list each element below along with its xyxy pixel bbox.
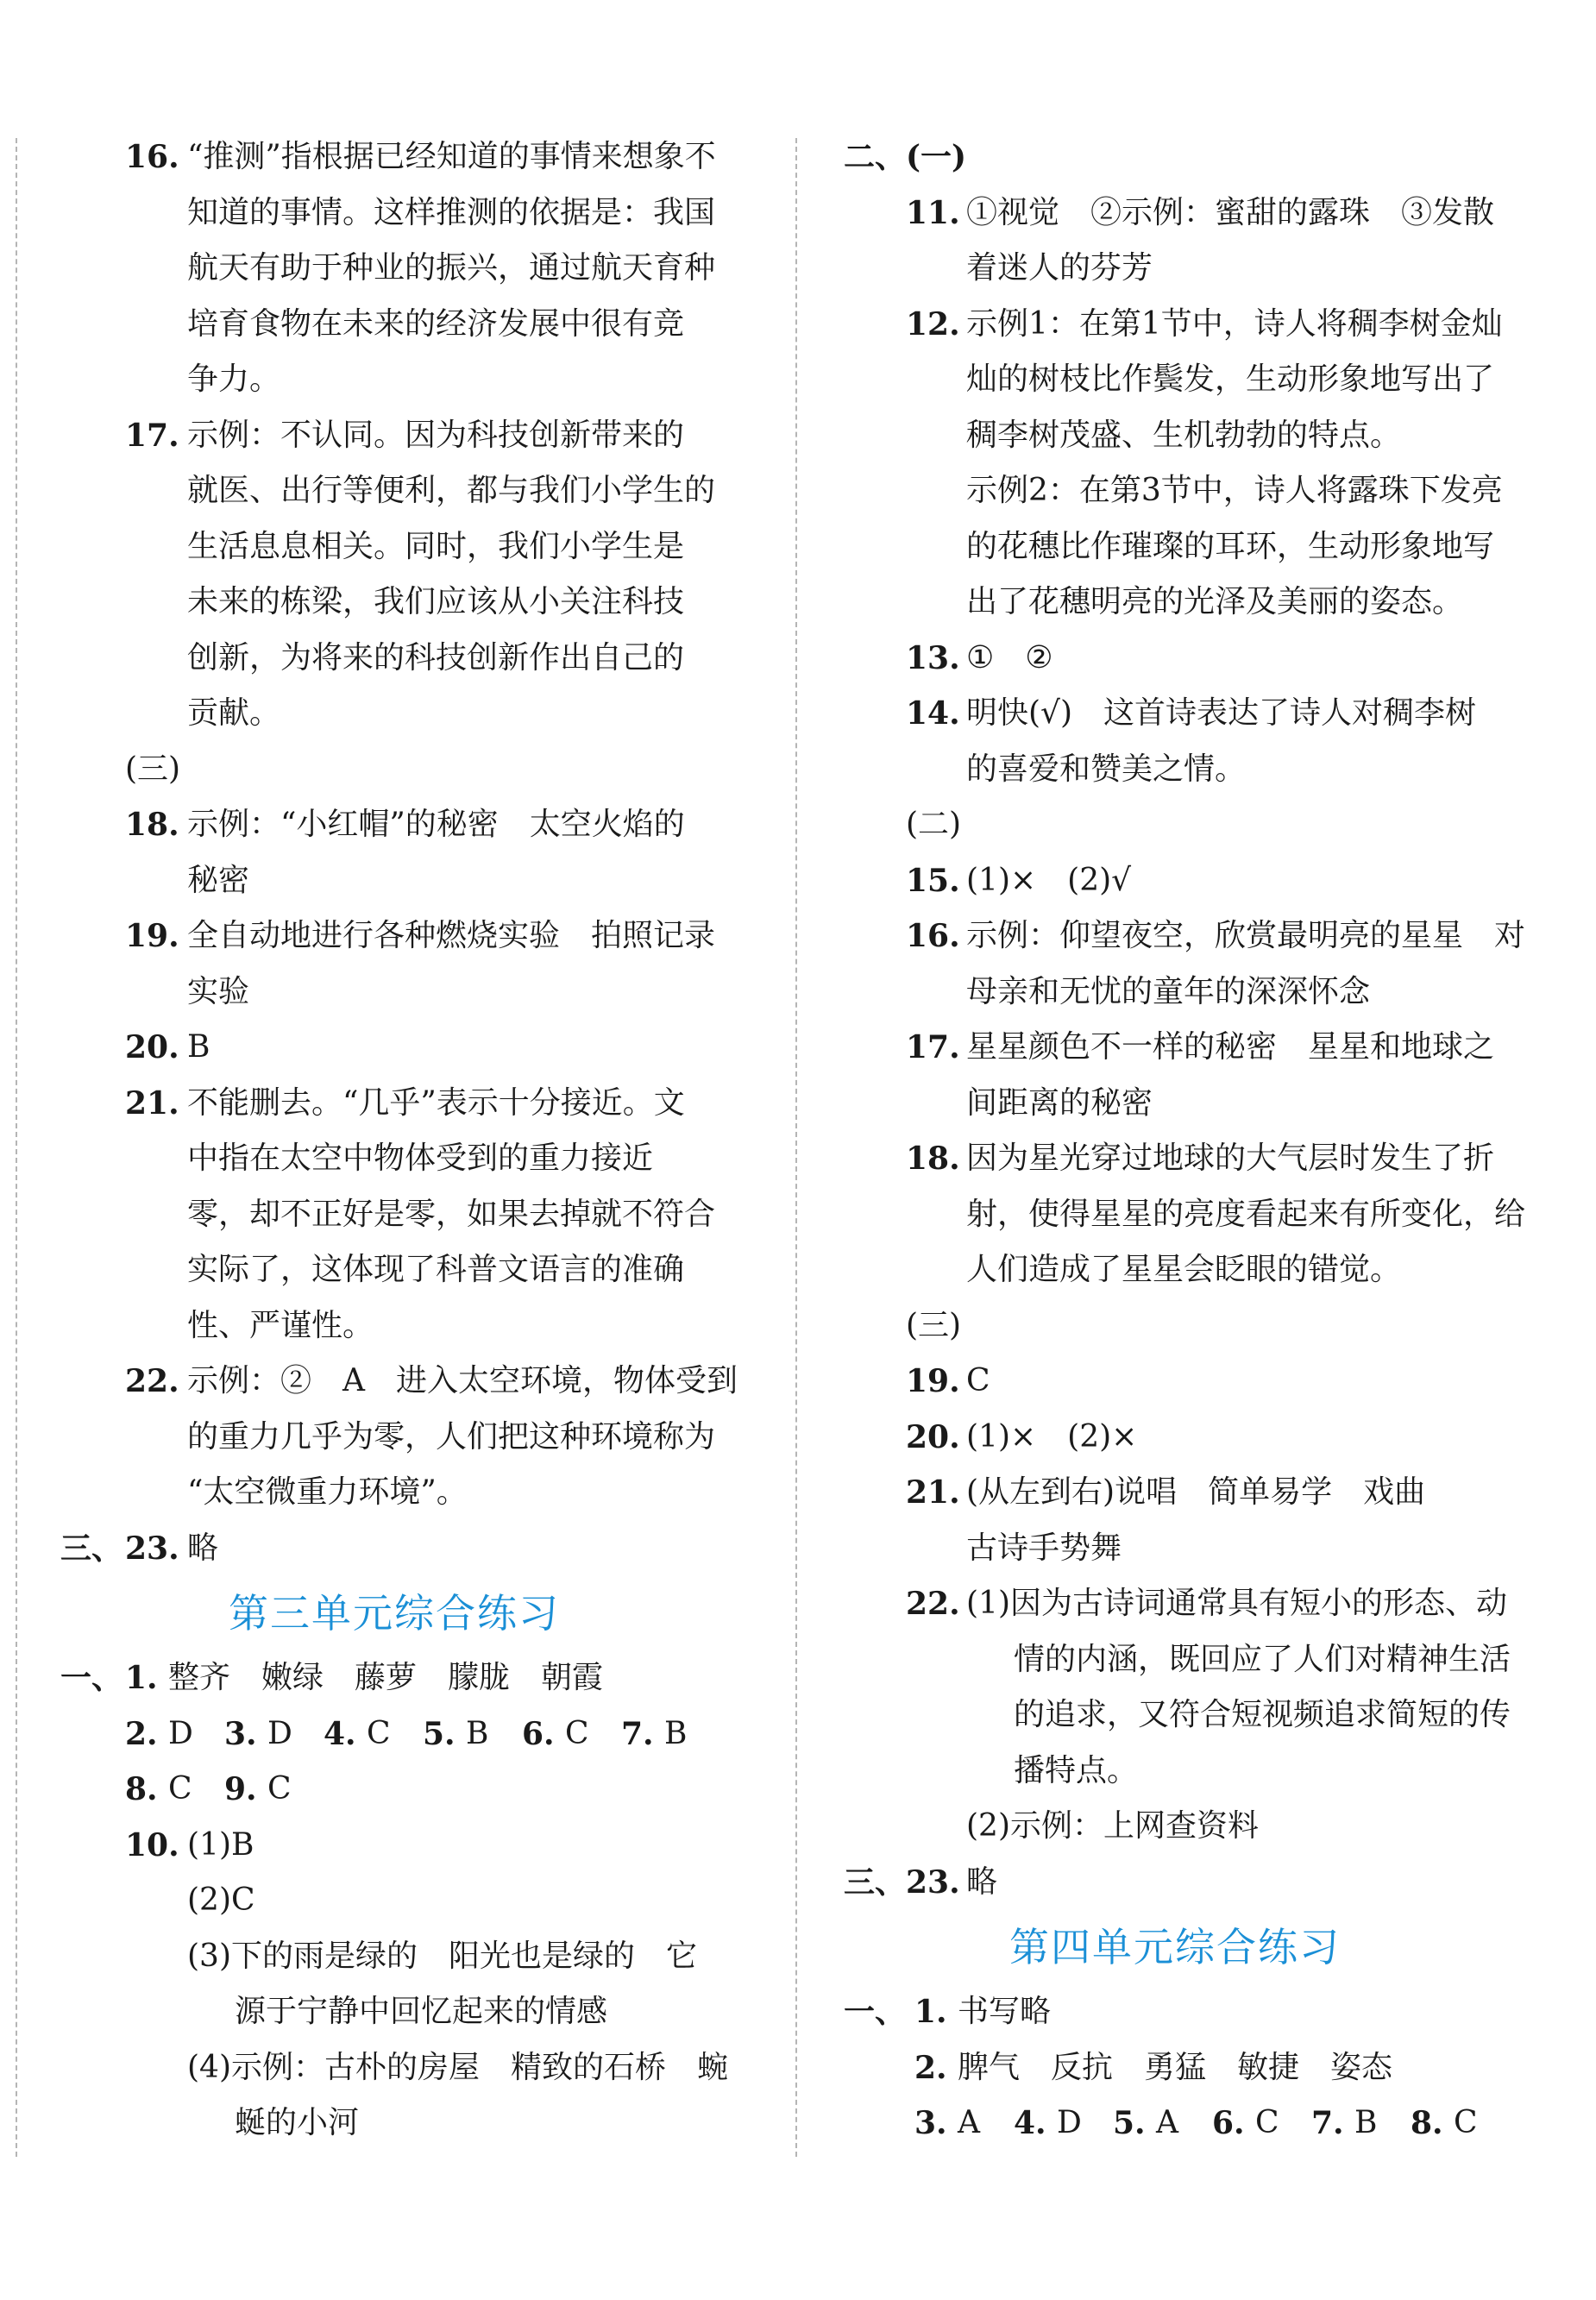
answer-text: 蜒的小河 xyxy=(235,2105,360,2140)
answer-text: 生活息息相关。同时，我们小学生是 xyxy=(187,528,685,564)
answer-text: C xyxy=(367,1715,391,1751)
answer-line xyxy=(841,241,1540,297)
question-number: 18. xyxy=(906,1141,960,1177)
unit3-title: 第三单元综合练习 xyxy=(229,1590,560,1637)
question-number: 13. xyxy=(906,639,960,676)
answer-text: 射，使得星星的亮度看起来有所变化，给 xyxy=(966,1196,1526,1232)
answer-line xyxy=(841,908,1540,965)
answer-text: 示例2：在第3节中，诗人将露珠下发亮 xyxy=(966,473,1503,508)
answer-text: B xyxy=(664,1715,688,1751)
answer-text: 稠李树茂盛、生机勃勃的特点。 xyxy=(966,417,1402,453)
subsection-text: (三) xyxy=(906,1307,962,1343)
answer-text: 明快(√) 这首诗表达了诗人对稠李树 xyxy=(966,695,1477,731)
answer-text: (1)× (2)× xyxy=(966,1418,1138,1455)
answer-line xyxy=(841,1799,1540,1855)
question-number: 20. xyxy=(906,1418,960,1455)
answer-text: C xyxy=(168,1771,192,1807)
answer-line xyxy=(841,1354,1540,1410)
answer-line xyxy=(60,1873,751,1929)
answer-line xyxy=(841,1576,1540,1632)
question-number: 15. xyxy=(906,862,960,899)
answer-text: 示例1：在第1节中，诗人将稠李树金灿 xyxy=(966,305,1503,342)
answer-text: (1)× (2)√ xyxy=(966,862,1132,898)
subsection-label xyxy=(60,742,751,798)
question-number: 12. xyxy=(906,305,960,342)
answer-text: 灿的树枝比作鬓发，生动形象地写出了 xyxy=(966,361,1495,397)
answer-line xyxy=(60,1465,751,1521)
answer-text: ① ② xyxy=(966,639,1053,676)
answer-text: 古诗手势舞 xyxy=(966,1530,1122,1566)
answer-line xyxy=(60,1076,751,1132)
unit-heading xyxy=(60,1576,751,1650)
answer-text: D xyxy=(267,1715,292,1751)
answer-line xyxy=(841,1744,1540,1800)
answer-line xyxy=(60,1984,751,2040)
answer-text: 播特点。 xyxy=(1014,1752,1139,1788)
answer-text: C xyxy=(1255,2105,1279,2140)
question-number: 3. xyxy=(224,1715,257,1752)
unit-heading xyxy=(841,1910,1540,1984)
answer-line xyxy=(60,1298,751,1354)
question-number: 5. xyxy=(1113,2105,1146,2141)
answer-text: (2)示例：上网查资料 xyxy=(966,1808,1259,1844)
answer-line xyxy=(841,1984,1540,2040)
question-number: 3. xyxy=(914,2105,947,2141)
subsection-label xyxy=(841,129,1540,185)
section-label: 一、 xyxy=(844,1994,907,2030)
answer-line xyxy=(841,297,1540,353)
answer-text: B xyxy=(187,1029,210,1065)
answer-text: 因为星光穿过地球的大气层时发生了折 xyxy=(966,1141,1495,1176)
answer-text: 母亲和无忧的童年的深深怀念 xyxy=(966,973,1371,1009)
left-column xyxy=(60,129,751,2152)
answer-text: 全自动地进行各种燃烧实验 拍照记录 xyxy=(187,918,716,953)
answer-text: 实际了，这体现了科普文语言的准确 xyxy=(187,1252,685,1287)
answer-text: 略 xyxy=(187,1530,219,1566)
question-number: 6. xyxy=(1212,2105,1245,2141)
answer-text: 示例：② A 进入太空环境，物体受到 xyxy=(187,1363,738,1398)
question-number: 7. xyxy=(621,1715,654,1752)
answer-text: 贡献。 xyxy=(187,695,281,731)
answer-text: 性、严谨性。 xyxy=(187,1307,374,1343)
answer-text: “太空微重力环境”。 xyxy=(187,1474,468,1510)
answer-text: B xyxy=(1354,2105,1378,2140)
question-number: 8. xyxy=(125,1771,158,1807)
question-number: 21. xyxy=(906,1474,960,1511)
question-number: 23. xyxy=(125,1530,179,1567)
answer-line xyxy=(60,297,751,353)
answer-line xyxy=(841,853,1540,909)
answer-line xyxy=(60,1929,751,1985)
answer-text: C xyxy=(966,1363,990,1398)
answer-line xyxy=(60,408,751,464)
question-number: 1. xyxy=(914,1994,947,2030)
answer-line xyxy=(841,1131,1540,1187)
answer-text: 航天有助于种业的振兴，通过航天育种 xyxy=(187,250,716,286)
answer-line xyxy=(60,1410,751,1466)
question-number: 23. xyxy=(906,1863,960,1901)
answer-line xyxy=(60,463,751,519)
subsection-label xyxy=(841,1298,1540,1354)
answer-line xyxy=(60,1354,751,1410)
question-number: 6. xyxy=(522,1715,555,1752)
answer-line xyxy=(841,1687,1540,1744)
answer-line xyxy=(841,1465,1540,1521)
answer-line xyxy=(60,129,751,185)
question-number: 5. xyxy=(423,1715,456,1752)
answer-text: 培育食物在未来的经济发展中很有竞 xyxy=(187,305,685,342)
answer-line xyxy=(841,1632,1540,1688)
answer-line xyxy=(841,1521,1540,1577)
question-number: 19. xyxy=(125,918,179,954)
question-number: 22. xyxy=(125,1363,179,1399)
answer-text: 着迷人的芬芳 xyxy=(966,250,1153,286)
answer-text: ①视觉 ②示例：蜜甜的露珠 ③发散 xyxy=(966,194,1495,230)
answer-text: 知道的事情。这样推测的依据是：我国 xyxy=(187,194,716,230)
answer-line xyxy=(60,853,751,909)
answer-line xyxy=(60,631,751,687)
answer-line xyxy=(60,686,751,742)
answer-text: 整齐 嫩绿 藤萝 朦胧 朝霞 xyxy=(168,1660,604,1695)
question-number: 22. xyxy=(906,1586,960,1622)
answer-line xyxy=(60,519,751,575)
answer-line xyxy=(60,1650,751,1706)
answer-line xyxy=(841,631,1540,687)
answer-text: 示例：不认同。因为科技创新带来的 xyxy=(187,417,685,453)
answer-text: 零，却不正好是零，如果去掉就不符合 xyxy=(187,1196,716,1232)
unit4-title: 第四单元综合练习 xyxy=(1009,1924,1341,1970)
answer-line xyxy=(841,1855,1540,1911)
answer-text: 情的内涵，既回应了人们对精神生活 xyxy=(1014,1641,1511,1677)
left-margin-divider xyxy=(16,138,17,2157)
answer-text: 创新，为将来的科技创新作出自己的 xyxy=(187,639,685,676)
answer-line xyxy=(841,2040,1540,2096)
answer-line xyxy=(60,965,751,1021)
answer-text: (1)因为古诗词通常具有短小的形态、动 xyxy=(966,1586,1507,1621)
section-label: 三、 xyxy=(60,1530,123,1567)
question-number: 21. xyxy=(125,1084,179,1122)
answer-line xyxy=(841,686,1540,742)
section-label: 三、 xyxy=(844,1863,907,1901)
answer-line xyxy=(60,2096,751,2152)
answer-text: 书写略 xyxy=(958,1994,1052,2029)
question-number: 2. xyxy=(914,2049,947,2086)
question-number: 1. xyxy=(125,1660,158,1696)
answer-text: (1)B xyxy=(187,1826,254,1863)
subsection-text: (二) xyxy=(906,807,962,842)
answer-text: 秘密 xyxy=(187,862,250,898)
answer-line xyxy=(60,1706,751,1763)
answer-text: 脾气 反抗 勇猛 敏捷 姿态 xyxy=(958,2049,1393,2085)
answer-text: A xyxy=(958,2105,980,2140)
question-number: 9. xyxy=(224,1771,257,1807)
answer-line xyxy=(60,1242,751,1298)
column-divider xyxy=(795,138,797,2157)
section-label: 一、 xyxy=(60,1660,123,1696)
subsection-text: (三) xyxy=(125,751,181,787)
answer-text: (4)示例：古朴的房屋 精致的石桥 蜿 xyxy=(187,2049,728,2085)
question-number: 16. xyxy=(906,918,960,954)
subsection-text: 二、(一) xyxy=(844,139,967,175)
answer-line xyxy=(60,1521,751,1577)
question-number: 4. xyxy=(1014,2105,1046,2141)
question-number: 19. xyxy=(906,1363,960,1399)
answer-text: 的重力几乎为零，人们把这种环境称为 xyxy=(187,1418,716,1455)
answer-line xyxy=(841,1242,1540,1298)
answer-line xyxy=(841,965,1540,1021)
answer-line xyxy=(60,1020,751,1076)
answer-text: 的喜爱和赞美之情。 xyxy=(966,751,1247,787)
answer-line xyxy=(841,519,1540,575)
answer-text: (3)下的雨是绿的 阳光也是绿的 它 xyxy=(187,1938,697,1974)
answer-text: 争力。 xyxy=(187,361,281,397)
answer-text: 间距离的秘密 xyxy=(966,1084,1153,1121)
answer-line xyxy=(60,1762,751,1818)
question-number: 7. xyxy=(1311,2105,1344,2141)
answer-text: C xyxy=(1454,2105,1478,2140)
answer-line xyxy=(60,1187,751,1243)
answer-line xyxy=(60,1818,751,1874)
answer-line xyxy=(841,185,1540,242)
answer-line xyxy=(60,241,751,297)
answer-text: 实验 xyxy=(187,973,250,1009)
answer-text: 示例：“小红帽”的秘密 太空火焰的 xyxy=(187,807,685,842)
question-number: 18. xyxy=(125,807,179,843)
answer-line xyxy=(841,1076,1540,1132)
answer-line xyxy=(60,575,751,631)
answer-line xyxy=(60,797,751,853)
question-number: 16. xyxy=(125,139,179,175)
answer-text: B xyxy=(466,1715,489,1751)
answer-line xyxy=(841,2096,1540,2152)
answer-line xyxy=(60,1131,751,1187)
answer-text: 就医、出行等便利，都与我们小学生的 xyxy=(187,473,716,508)
answer-line xyxy=(841,1187,1540,1243)
answer-line xyxy=(60,908,751,965)
answer-line xyxy=(841,463,1540,519)
answer-line xyxy=(841,408,1540,464)
answer-text: 源于宁静中回忆起来的情感 xyxy=(235,1994,608,2029)
answer-line xyxy=(60,2040,751,2096)
answer-text: 示例：仰望夜空，欣赏最明亮的星星 对 xyxy=(966,918,1526,953)
answer-text: C xyxy=(267,1771,292,1807)
answer-text: D xyxy=(1057,2105,1082,2140)
answer-text: 人们造成了星星会眨眼的错觉。 xyxy=(966,1252,1402,1287)
question-number: 17. xyxy=(125,417,179,454)
question-number: 10. xyxy=(125,1826,179,1863)
answer-text: (2)C xyxy=(187,1882,255,1918)
right-column xyxy=(841,129,1540,2152)
question-number: 14. xyxy=(906,695,960,732)
answer-text: A xyxy=(1156,2105,1178,2140)
answer-line xyxy=(841,1410,1540,1466)
question-number: 4. xyxy=(324,1715,356,1752)
question-number: 17. xyxy=(906,1029,960,1065)
answer-text: 的花穗比作璀璨的耳环，生动形象地写 xyxy=(966,528,1495,564)
question-number: 11. xyxy=(906,194,960,231)
answer-line xyxy=(60,352,751,408)
answer-text: D xyxy=(168,1715,193,1751)
question-number: 8. xyxy=(1411,2105,1443,2141)
answer-line xyxy=(841,742,1540,798)
answer-line xyxy=(841,1020,1540,1076)
answer-text: 星星颜色不一样的秘密 星星和地球之 xyxy=(966,1029,1495,1065)
answer-text: 出了花穗明亮的光泽及美丽的姿态。 xyxy=(966,584,1464,619)
answer-line xyxy=(841,352,1540,408)
question-number: 20. xyxy=(125,1029,179,1065)
answer-text: “推测”指根据已经知道的事情来想象不 xyxy=(187,139,716,174)
question-number: 2. xyxy=(125,1715,158,1752)
answer-text: 未来的栋梁，我们应该从小关注科技 xyxy=(187,584,685,619)
answer-text: 的追求，又符合短视频追求简短的传 xyxy=(1014,1697,1511,1732)
answer-text: 中指在太空中物体受到的重力接近 xyxy=(187,1141,654,1176)
answer-text: (从左到右)说唱 简单易学 戏曲 xyxy=(966,1474,1426,1510)
answer-text: 不能删去。“几乎”表示十分接近。文 xyxy=(187,1084,685,1121)
answer-text: 略 xyxy=(966,1863,998,1900)
answer-text: C xyxy=(565,1715,589,1751)
answer-line xyxy=(60,185,751,242)
subsection-label xyxy=(841,797,1540,853)
answer-line xyxy=(841,575,1540,631)
